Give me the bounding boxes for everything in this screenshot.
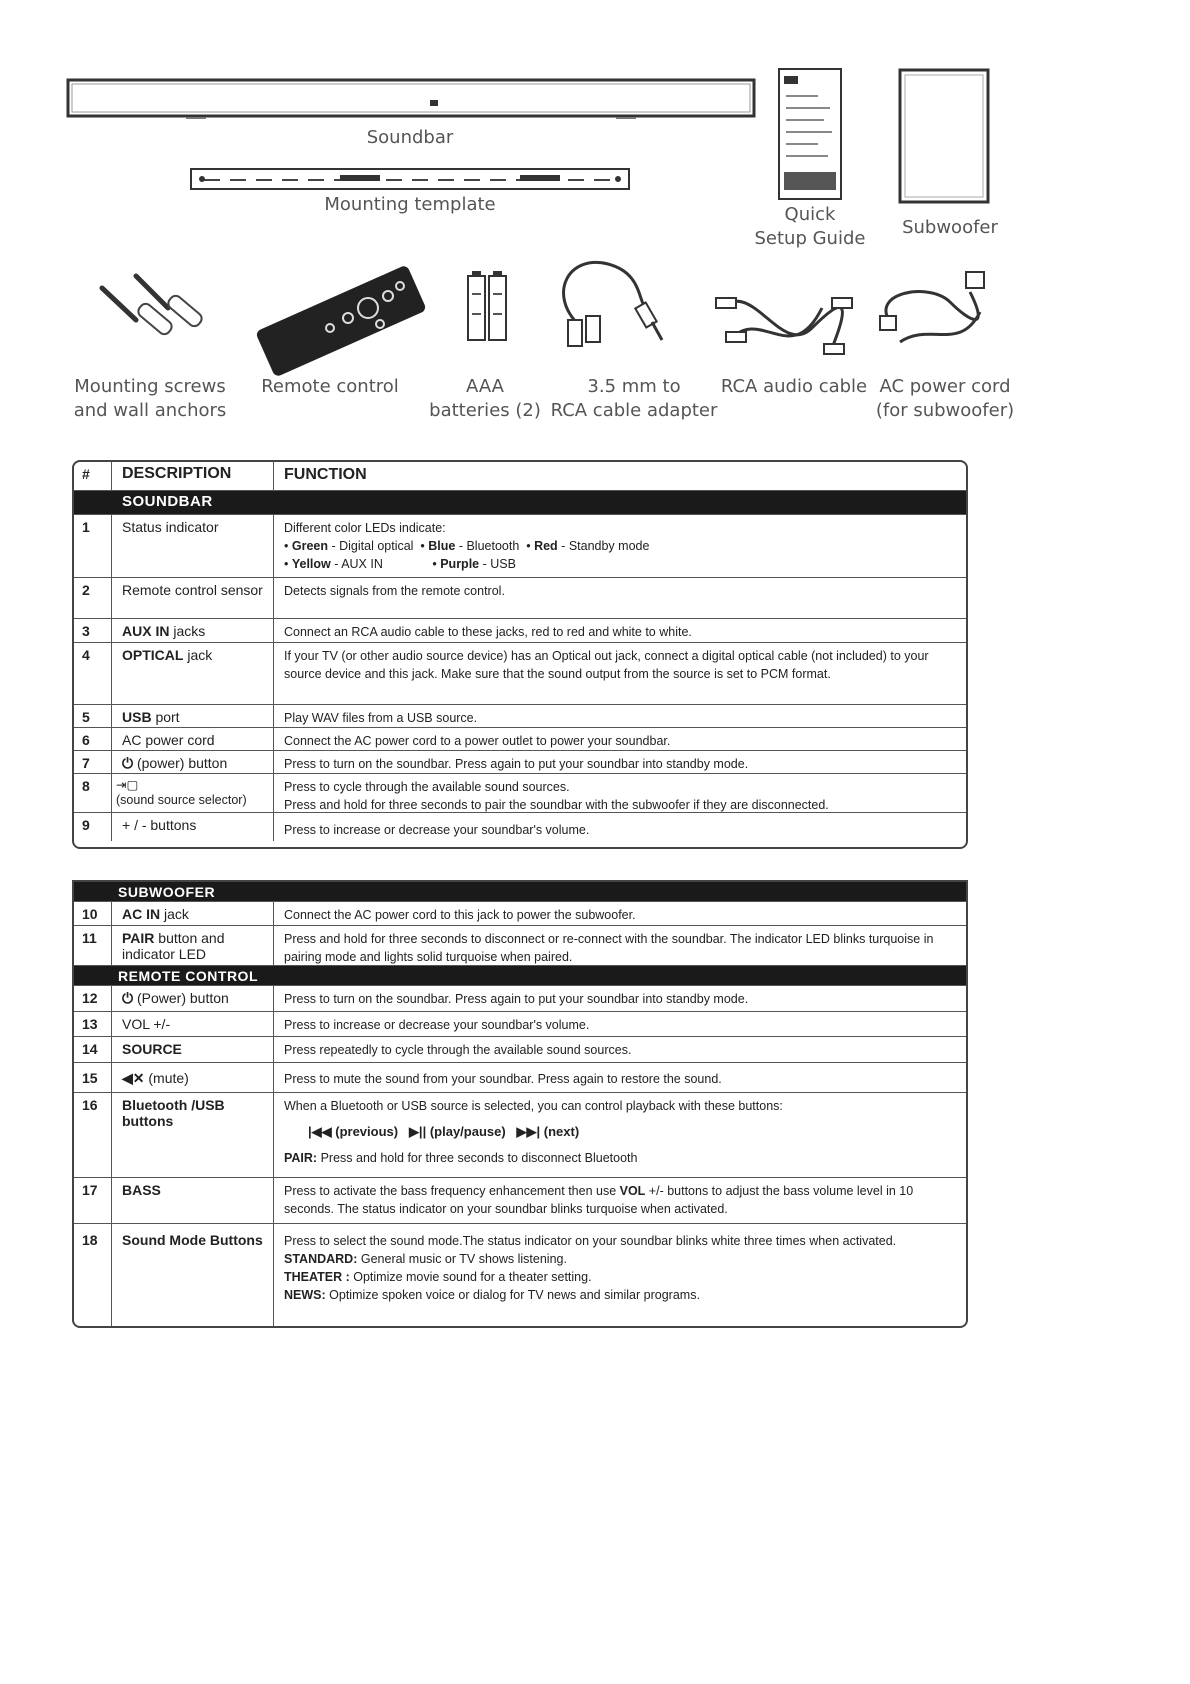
table-row: 15 ◀✕ (mute) Press to mute the sound from your soundbar. Press again to restore the sound.: [74, 1063, 966, 1093]
subwoofer-remote-table: [72, 880, 968, 1328]
previous-icon: |◀◀: [308, 1124, 336, 1139]
aaa-batteries-label: AAA batteries (2): [429, 376, 541, 421]
remote-control-illustration: [248, 256, 428, 376]
mounting-template-illustration: [190, 167, 630, 191]
rca-cable-illustration: [712, 268, 862, 368]
mounting-screws-illustration: [96, 272, 206, 352]
next-icon: ▶▶|: [516, 1124, 544, 1139]
section-soundbar: SOUNDBAR: [74, 491, 966, 515]
table-row: 14 SOURCE Press repeatedly to cycle through the available sound sources.: [74, 1037, 966, 1063]
power-icon: ⏻: [122, 990, 137, 1006]
table-row: 1 Status indicator Different color LEDs indicate: • Green - Digital optical • Blue - Bluetooth • Red - Standby mode • Yellow - AUX IN • Purple - USB: [74, 515, 966, 578]
table-row: 3 AUX IN jacks Connect an RCA audio cable to these jacks, red to red and white to white.: [74, 619, 966, 643]
mounting-screws-label: Mounting screws and wall anchors: [73, 376, 227, 421]
section-remote-control: REMOTE CONTROL: [74, 966, 966, 986]
table-row: 8 ⇥▢ (sound source selector) Press to cycle through the available sound sources. Press and hold for three seconds to pair the soundbar with the subwoofer if they are disconnected.: [74, 774, 966, 813]
remote-control-label: Remote control: [261, 376, 399, 397]
table-row: 6 AC power cord Connect the AC power cord to a power outlet to power your soundbar.: [74, 728, 966, 751]
soundbar-illustration: [66, 78, 756, 124]
soundbar-table: [72, 460, 968, 849]
subwoofer-label: Subwoofer: [902, 217, 998, 238]
ac-power-cord-illustration: [870, 262, 1000, 362]
soundbar-label: Soundbar: [366, 127, 454, 148]
table-row: 11 PAIR button and indicator LED Press and hold for three seconds to disconnect or re-connect with the soundbar. The indicator LED blinks turquoise in pairing mode and lights solid turquoise when paired.: [74, 926, 966, 966]
table-row: 9 + / - buttons Press to increase or decrease your soundbar's volume.: [74, 813, 966, 841]
adapter-label: 3.5 mm to RCA cable adapter: [550, 376, 718, 421]
mounting-template-label: Mounting template: [324, 194, 496, 215]
aaa-batteries-illustration: [466, 270, 508, 344]
table-row: 4 OPTICAL jack If your TV (or other audio source device) has an Optical out jack, connect a digital optical cable (not included) to your source device and this jack. Make sure that the sound output from the source is set to PCM format.: [74, 643, 966, 705]
table-row: 18 Sound Mode Buttons Press to select the sound mode.The status indicator on your soundbar blinks white three times when activated. STANDARD: General music or TV shows listening. THEATER : Optimize movie sound for a theater setting. NEWS: Optimize spoken voice or dialog for TV news and similar programs.: [74, 1224, 966, 1326]
rca-audio-cable-label: RCA audio cable: [720, 376, 868, 397]
ac-power-cord-label: AC power cord (for subwoofer): [875, 376, 1015, 421]
subwoofer-illustration: [898, 68, 990, 204]
play-pause-icon: ▶||: [408, 1124, 430, 1139]
table-row: 13 VOL +/- Press to increase or decrease your soundbar's volume.: [74, 1012, 966, 1037]
table-header: # DESCRIPTION FUNCTION: [74, 462, 966, 491]
table-row: 12 ⏻ (Power) button Press to turn on the soundbar. Press again to put your soundbar into standby mode.: [74, 986, 966, 1012]
table-row: 16 Bluetooth /USB buttons When a Bluetooth or USB source is selected, you can control playback with these buttons: |◀◀ (previous) ▶|| (play/pause) ▶▶| (next) PAIR: Press and hold for three seconds to disconnect Bluetooth: [74, 1093, 966, 1178]
table-row: 7 ⏻ (power) button Press to turn on the soundbar. Press again to put your soundbar into standby mode.: [74, 751, 966, 774]
power-icon: ⏻: [122, 755, 137, 771]
table-row: 17 BASS Press to activate the bass frequency enhancement then use VOL +/- buttons to adjust the bass volume level in 10 seconds. The status indicator on your soundbar blinks turquoise when activated.: [74, 1178, 966, 1224]
section-subwoofer: SUBWOOFER: [74, 882, 966, 902]
mute-icon: ◀✕: [122, 1070, 149, 1086]
quick-setup-guide-illustration: [778, 68, 842, 200]
source-icon: ⇥▢: [116, 778, 139, 792]
quick-setup-guide-label: Quick Setup Guide: [754, 204, 866, 249]
table-row: 5 USB port Play WAV files from a USB source.: [74, 705, 966, 728]
table-row: 10 AC IN jack Connect the AC power cord to this jack to power the subwoofer.: [74, 902, 966, 926]
table-row: 2 Remote control sensor Detects signals from the remote control.: [74, 578, 966, 619]
adapter-cable-illustration: [548, 254, 678, 354]
